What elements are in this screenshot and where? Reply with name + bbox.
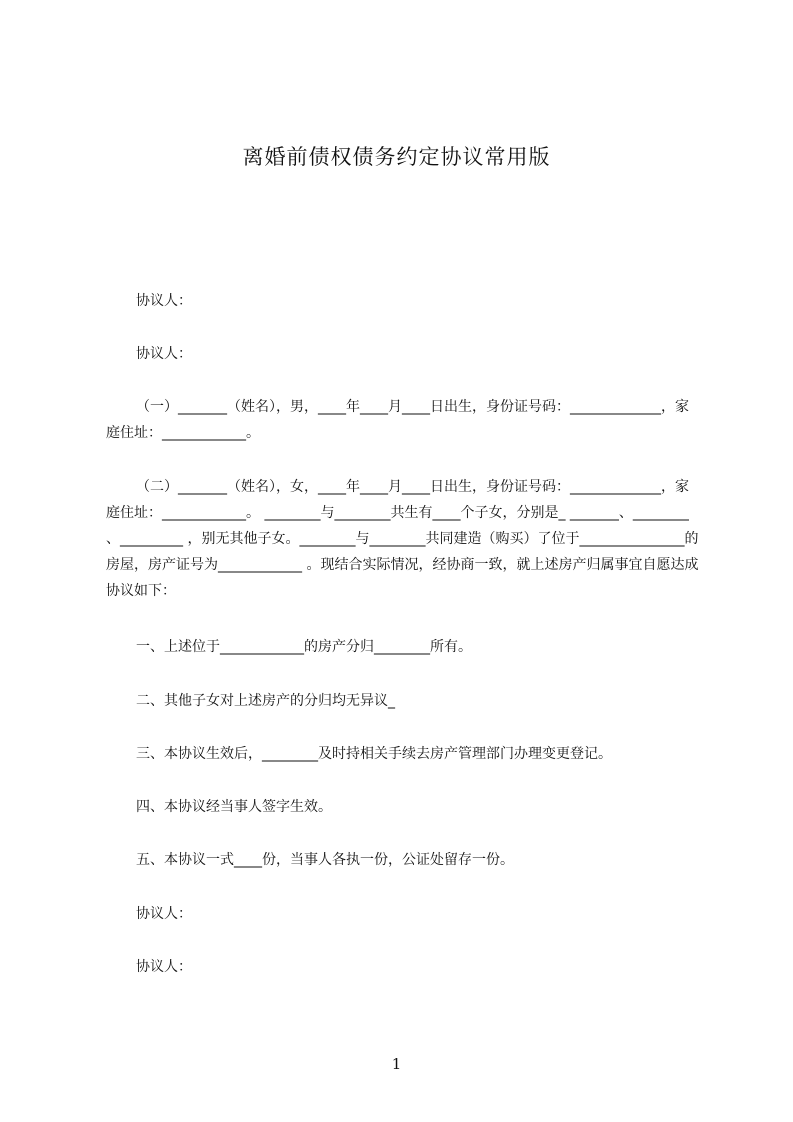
signature-a-label: 协议人： [136, 906, 192, 922]
document-title: 离婚前债权债务约定协议常用版 [242, 145, 551, 169]
agreement-item-4: 四、本协议经当事人签字生效。 [136, 799, 332, 815]
clause-1-text: （一）_______（姓名），男，____年____月____日出生，身份证号码：_____________，家庭住址：____________。 [106, 399, 689, 441]
page-number: 1 [391, 1055, 402, 1073]
clause-2-paragraph [106, 474, 699, 604]
clause-2-text: （二）_______（姓名），女，____年____月____日出生，身份证号码：_____________，家庭住址：____________。 ________与________共生有____个子女，分别是_ _______、________ 、_________ ，别无其他子女。________与________共同建造（购买）了位于_______________的房屋，房产证号为____________ 。现结合实际情况，经协商一致，就上述房产归属事宜自愿达成协议如下： [106, 479, 699, 599]
party-a-label: 协议人： [136, 293, 192, 309]
agreement-item-5: 五、本协议一式____份，当事人各执一份，公证处留存一份。 [136, 852, 514, 868]
signature-b-label: 协议人： [136, 959, 192, 975]
agreement-item-3: 三、本协议生效后，________及时持相关手续去房产管理部门办理变更登记。 [136, 746, 612, 762]
agreement-item-1: 一、上述位于____________的房产分归________所有。 [136, 639, 472, 655]
agreement-item-2: 二、其他子女对上述房产的分归均无异议_ [136, 693, 395, 709]
clause-1-paragraph [106, 394, 699, 446]
party-b-label: 协议人： [136, 346, 192, 362]
